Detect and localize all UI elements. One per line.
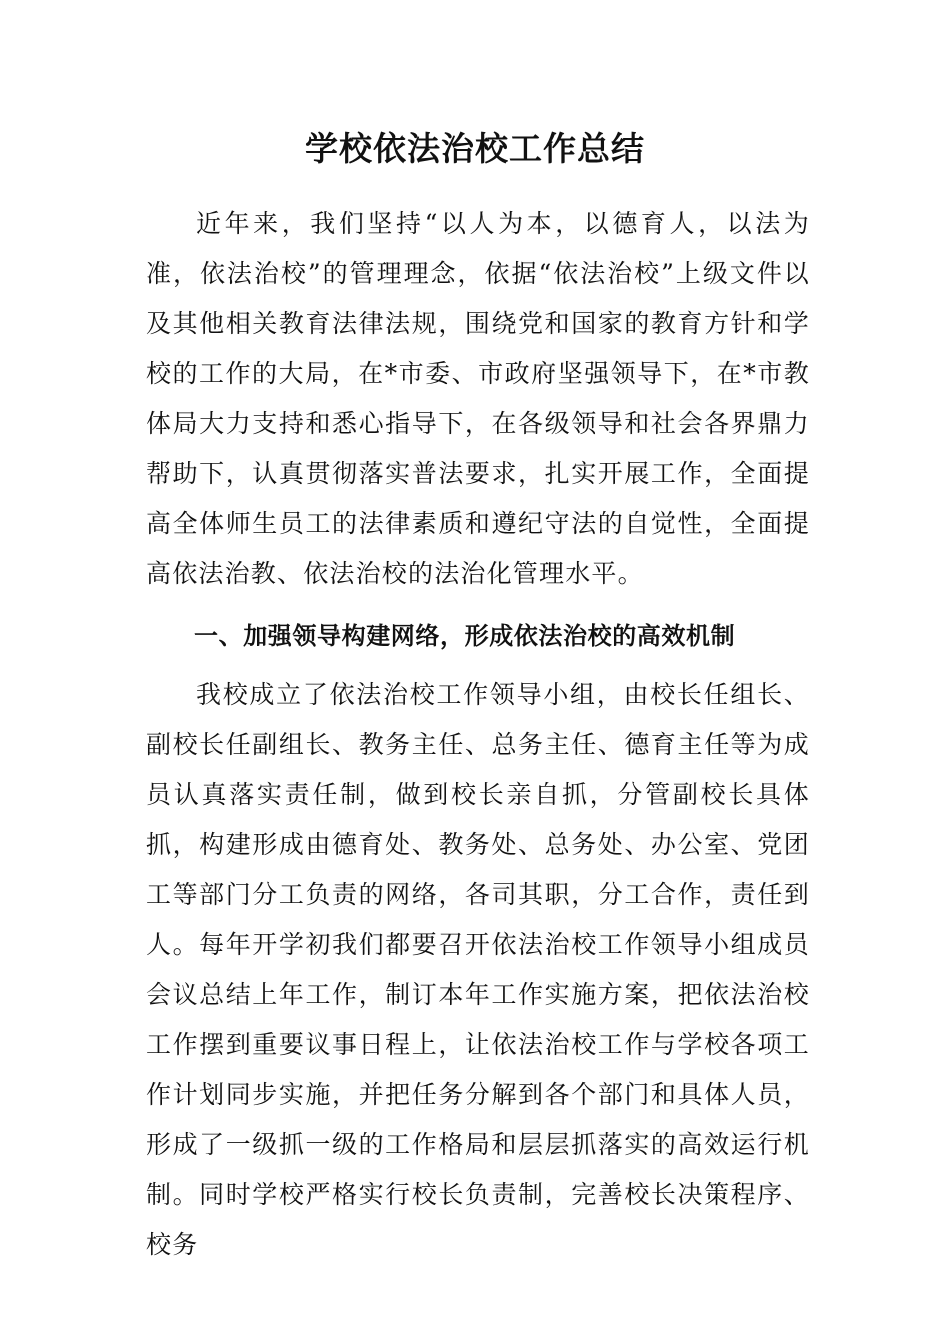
- intro-paragraph: 近年来，我们坚持“以人为本，以德育人，以法为准，依法治校”的管理理念，依据“依法治校”上级文件以及其他相关教育法律法规，围绕党和国家的教育方针和学校的工作的大局，在*市委、市政府坚强领导下，在*市教体局大力支持和悉心指导下，在各级领导和社会各界鼎力帮助下，认真贯彻落实普法要求，扎实开展工作，全面提高全体师生员工的法律素质和遵纪守法的自觉性，全面提高依法治教、依法治校的法治化管理水平。: [146, 209, 810, 588]
- document-title: 学校依法治校工作总结: [305, 129, 645, 168]
- section-1-heading: 一、加强领导构建网络，形成依法治校的高效机制: [194, 622, 736, 650]
- section-1-paragraph: 我校成立了依法治校工作领导小组，由校长任组长、副校长任副组长、教务主任、总务主任、德育主任等为成员认真落实责任制，做到校长亲自抓，分管副校长具体抓，构建形成由德育处、教务处、总务处、办公室、党团工等部门分工负责的网络，各司其职，分工合作，责任到人。每年开学初我们都要召开依法治校工作领导小组成员会议总结上年工作，制订本年工作实施方案，把依法治校工作摆到重要议事日程上，让依法治校工作与学校各项工作计划同步实施，并把任务分解到各个部门和具体人员，形成了一级抓一级的工作格局和层层抓落实的高效运行机制。同时学校严格实行校长负责制，完善校长决策程序、校务: [146, 680, 810, 1259]
